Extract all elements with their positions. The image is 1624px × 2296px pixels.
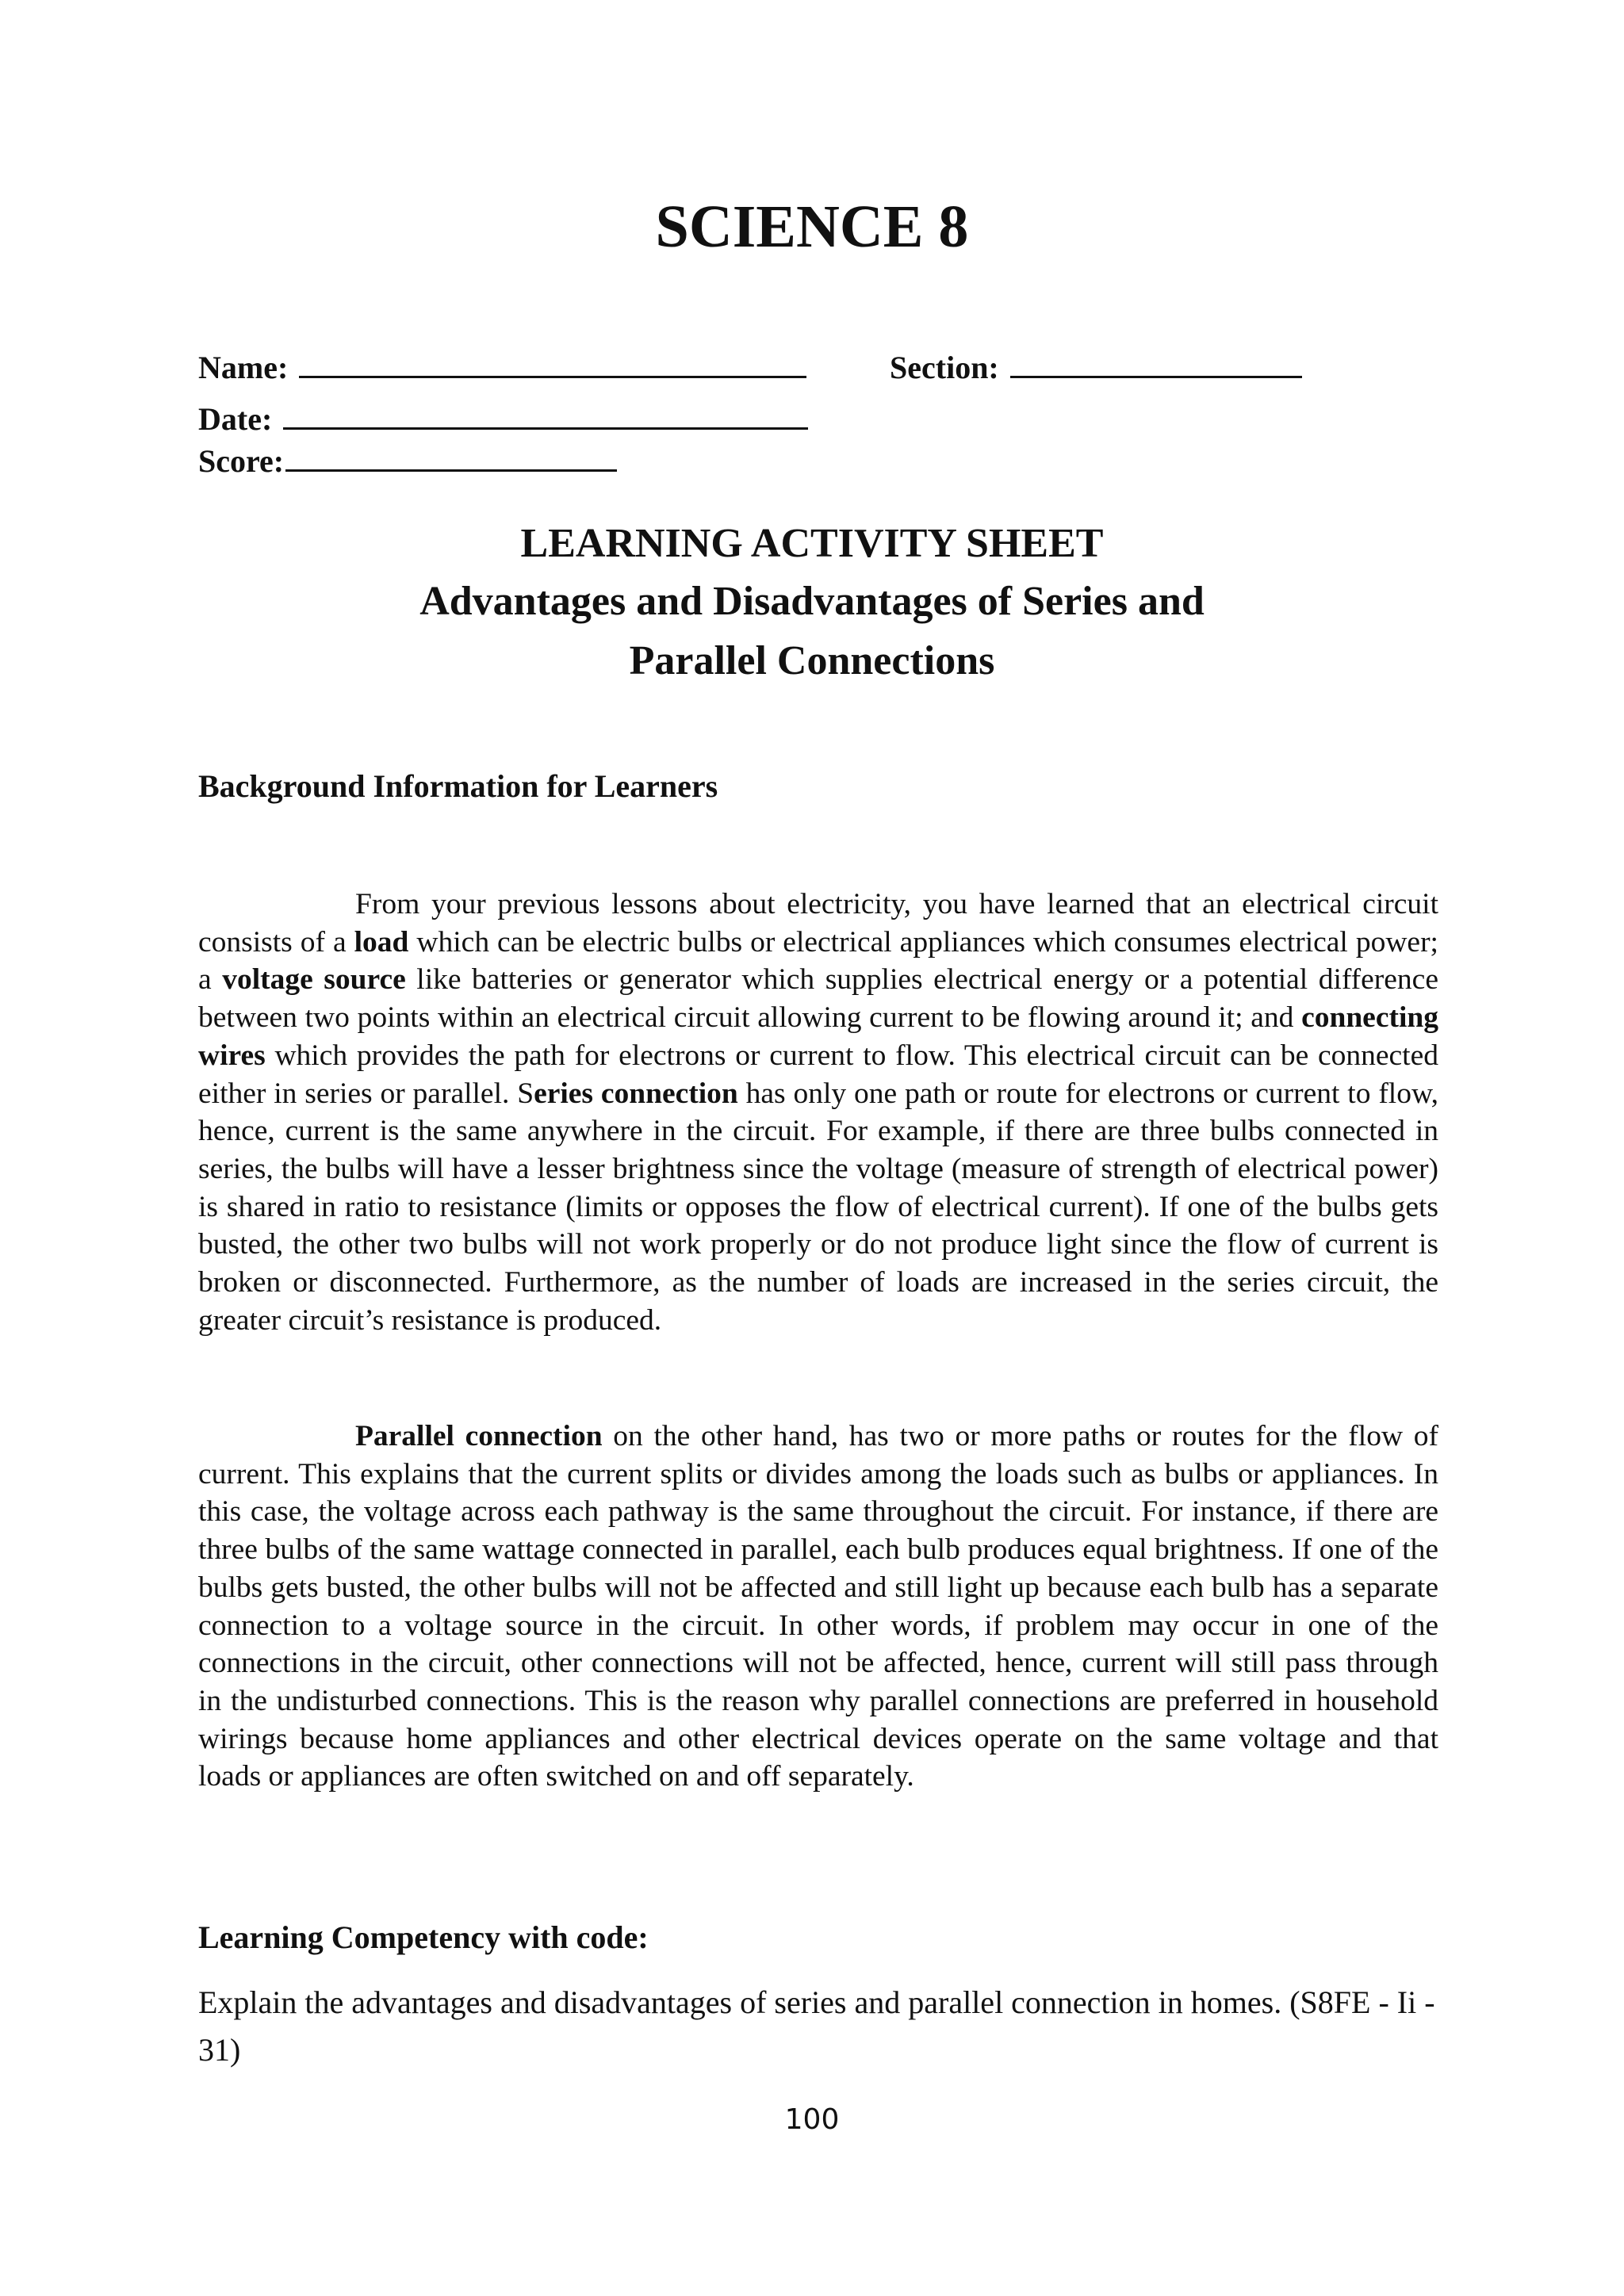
score-label: Score: xyxy=(198,443,285,479)
p2-bold-parallel-connection: Parallel connection xyxy=(355,1420,603,1452)
sheet-heading-line1: LEARNING ACTIVITY SHEET xyxy=(520,521,1104,566)
competency-heading: Learning Competency with code: xyxy=(198,1919,649,1955)
sheet-heading-line3: Parallel Connections xyxy=(629,638,995,683)
competency-text: Explain the advantages and disadvantages of series and parallel connection in homes. (S8FE - Ii - 31) xyxy=(198,1984,1435,2068)
p1-text-3: like batteries or generator which supplies electrical energy or a potential difference between two points within an electrical circuit allowing current to be flowing around it; and xyxy=(198,963,1438,1035)
background-heading: Background Information for Learners xyxy=(198,768,718,804)
page-number: 100 xyxy=(784,2103,840,2136)
p1-bold-connecting-wires: connecting wires xyxy=(198,1001,1438,1072)
p1-text-5: has only one path or route for electrons or current to flow, hence, current is the same anywhere in the circuit. For example, if there are three bulbs connected in series, the bulbs will have a lesser brightness since the voltage (measure of strength of electrical power) is shared in ratio to resistance (limits or opposes the flow of electrical current). If one of the bulbs gets busted, the other two bulbs will not work properly or do not produce light since the flow of current is broken or disconnected. Furthermore, as the number of loads are increased in the series circuit, the greater circuit’s resistance is produced. xyxy=(198,1077,1438,1337)
p1-text-2: which can be electric bulbs or electrical appliances which consumes electrical power; a xyxy=(198,925,1438,997)
p1-text-1: From your previous lessons about electricity, you have learned that an electrical circuit consists of a xyxy=(198,888,1438,959)
background-paragraph-2 xyxy=(198,1418,1438,1796)
name-field xyxy=(198,347,806,384)
p1-bold-voltage-source: voltage source xyxy=(222,963,406,997)
name-blank[interactable] xyxy=(299,347,806,378)
score-field xyxy=(198,441,617,477)
page-title: SCIENCE 8 xyxy=(655,193,969,260)
background-paragraph-1 xyxy=(198,886,1438,1339)
date-blank[interactable] xyxy=(283,399,808,430)
p1-text-4: which provides the path for electrons or current to flow. This electrical circuit can be connected either in series or parallel. S xyxy=(198,1039,1438,1110)
p1-bold-series-connection: eries connection xyxy=(534,1077,738,1110)
name-label: Name: xyxy=(198,350,289,385)
p2-text-1: on the other hand, has two or more paths or routes for the flow of current. This explains that the current splits or divides among the loads such as bulbs or appliances. In this case, the voltage across each pathway is the same throughout the circuit. For instance, if there are three bulbs of the same wattage connected in parallel, each bulb produces equal brightness. If one of the bulbs gets busted, the other bulbs will not be affected and still light up because each bulb has a separate connection to a voltage source in the circuit. In other words, if problem may occur in one of the connections in the circuit, other connections will not be affected, hence, current will still pass through in the undisturbed connections. This is the reason why parallel connections are preferred in household wirings because home appliances and other electrical devices operate on the same voltage and that loads or appliances are often switched on and off separately. xyxy=(198,1420,1438,1793)
p1-bold-load: load xyxy=(354,925,409,959)
score-blank[interactable] xyxy=(285,441,617,472)
date-field xyxy=(198,399,808,435)
section-field xyxy=(890,347,1302,384)
section-blank[interactable] xyxy=(1010,347,1302,378)
date-label: Date: xyxy=(198,401,273,437)
section-label: Section: xyxy=(890,350,999,385)
sheet-heading-line2: Advantages and Disadvantages of Series and xyxy=(419,579,1205,624)
